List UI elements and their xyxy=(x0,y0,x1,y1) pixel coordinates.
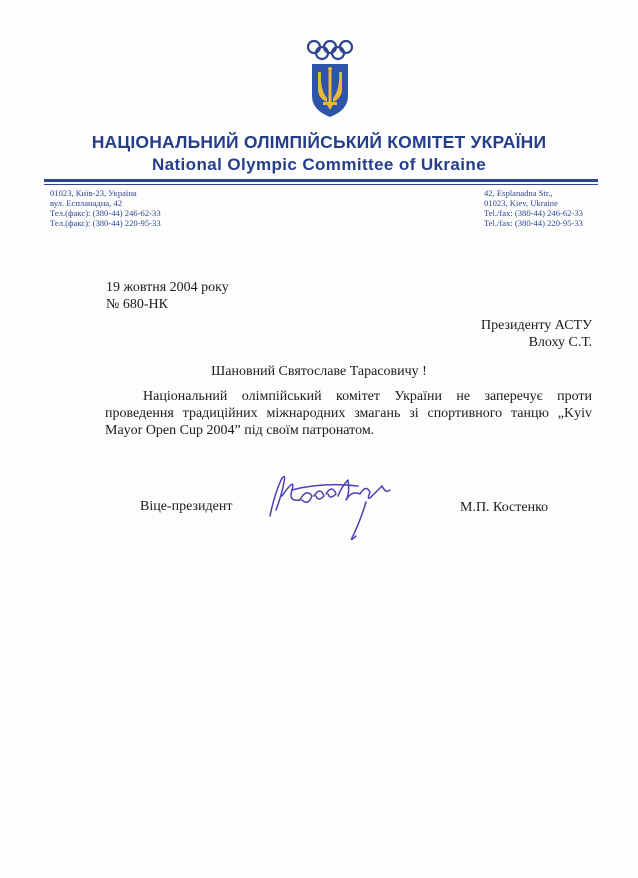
address-line: 01023, Київ-23, Україна xyxy=(50,188,137,198)
salutation: Шановний Святославе Тарасовичу ! xyxy=(211,364,427,379)
address-line: 42, Esplanadna Str., xyxy=(484,188,553,198)
header-divider-thin xyxy=(44,184,598,185)
olympic-rings-trident-emblem-icon xyxy=(303,38,357,118)
address-block-english xyxy=(484,188,583,228)
address-line: 01023, Kiev, Ukraine xyxy=(484,198,558,208)
address-line: вул. Еспланадна, 42 xyxy=(50,198,123,208)
address-line: Тел.(факс): (380-44) 246-62-33 xyxy=(50,208,161,218)
signer-name: М.П. Костенко xyxy=(460,500,549,515)
organization-title-english: National Olympic Committee of Ukraine xyxy=(151,155,487,174)
recipient-name: Влоху С.Т. xyxy=(528,335,592,350)
address-line: Tel./fax: (380-44) 246-62-33 xyxy=(484,208,583,218)
letter-date: 19 жовтня 2004 року xyxy=(106,280,229,295)
recipient-block xyxy=(481,317,592,351)
letter-body: Національний олімпійський комітет України не заперечує проти проведення традиційних міжнародних змагань зі спортивного танцю „Kyiv Mayor Open Cup 2004” під своїм патронатом. xyxy=(105,389,592,438)
address-block-ukrainian xyxy=(50,188,161,228)
signer-title: Віце-президент xyxy=(140,499,233,514)
handwritten-signature-icon xyxy=(262,466,402,548)
recipient-title: Президенту АСТУ xyxy=(481,318,592,333)
address-line: Тел.(факс): (380-44) 220-95-33 xyxy=(50,218,161,228)
letter-number: № 680-НК xyxy=(106,297,168,312)
organization-title-ukrainian: НАЦІОНАЛЬНИЙ ОЛІМПІЙСЬКИЙ КОМІТЕТ УКРАЇНИ xyxy=(91,132,547,152)
address-line: Tel./fax: (380-44) 220-95-33 xyxy=(484,218,583,228)
header-divider-thick xyxy=(44,179,598,182)
